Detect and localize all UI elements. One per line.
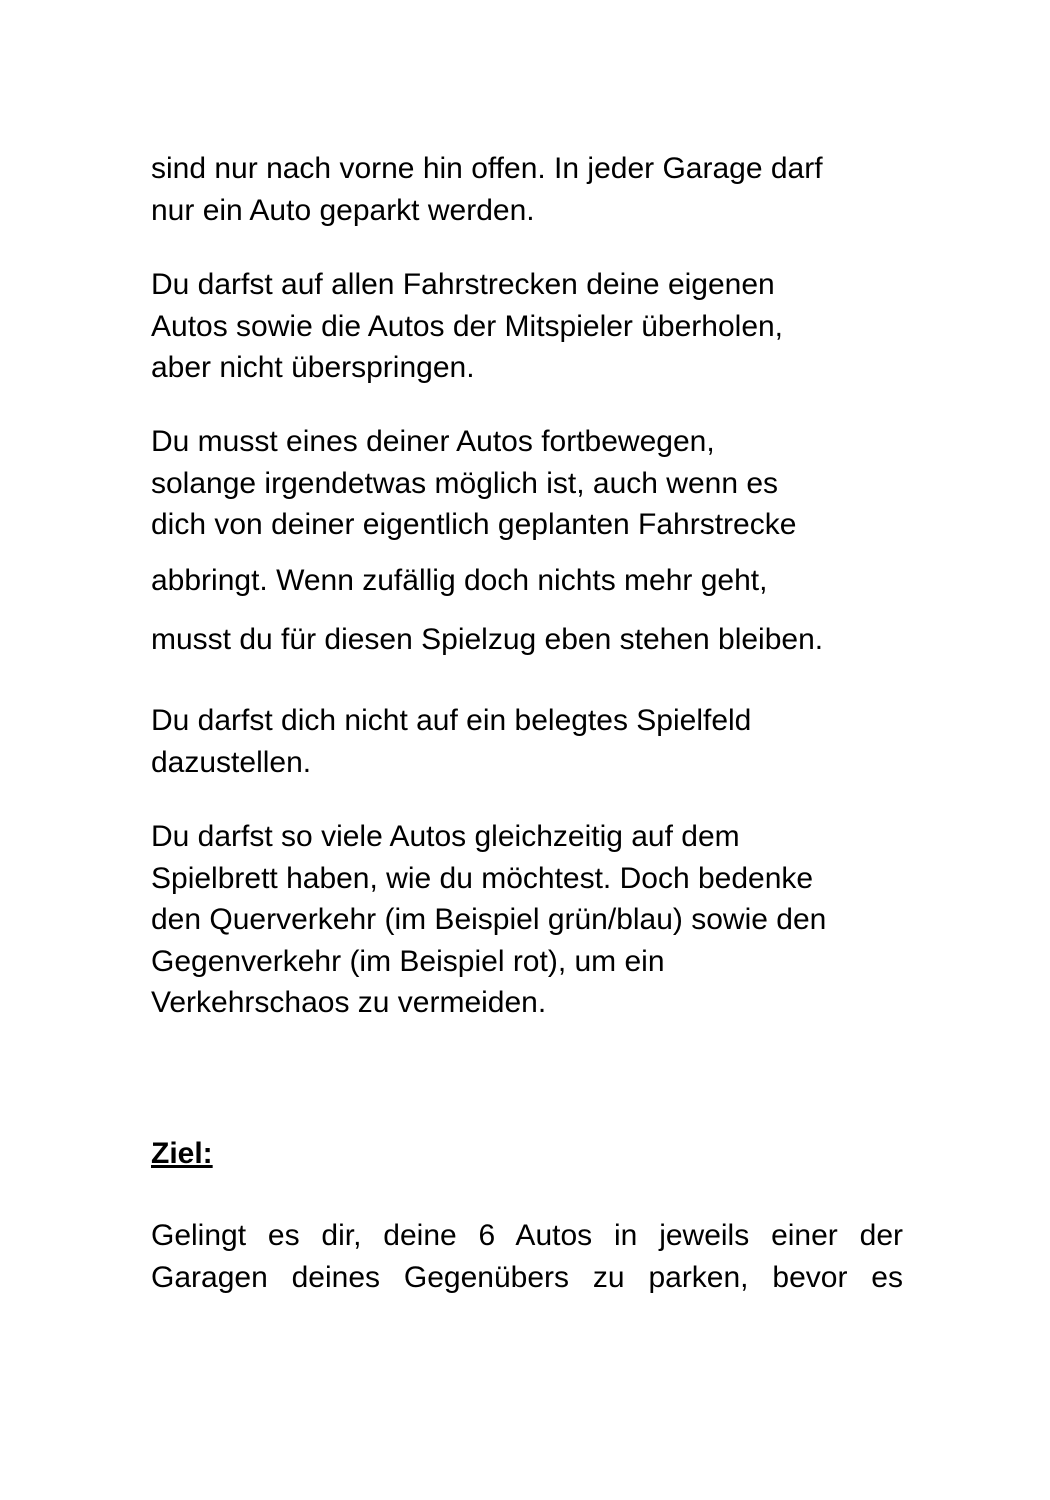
text-line: Du darfst so viele Autos gleichzeitig auf dem <box>151 820 740 853</box>
text-line: Du darfst auf allen Fahrstrecken deine eigenen <box>151 268 775 301</box>
paragraph-traffic-rules <box>151 816 903 1024</box>
text-line: dich von deiner eigentlich geplanten Fahrstrecke <box>151 508 797 541</box>
text-line: nur ein Auto geparkt werden. <box>151 193 535 227</box>
paragraph-movement-rules <box>151 421 903 661</box>
text-line: Du darfst dich nicht auf ein belegtes Spielfeld <box>151 704 752 737</box>
section-heading-goal: Ziel: <box>151 1137 213 1170</box>
text-line: Du musst eines deiner Autos fortbewegen, <box>151 425 715 458</box>
text-line: solange irgendetwas möglich ist, auch wenn es <box>151 466 779 500</box>
text-line: abbringt. Wenn zufällig doch nichts mehr geht, <box>151 563 768 597</box>
text-line: dazustellen. <box>151 745 312 779</box>
text-line: den Querverkehr (im Beispiel grün/blau) sowie den <box>151 903 827 936</box>
text-line: aber nicht überspringen. <box>151 351 475 384</box>
text-line: musst du für diesen Spielzug eben stehen bleiben. <box>151 623 824 656</box>
text-line: Garagen deines Gegenübers zu parken, bevor es <box>151 1260 903 1294</box>
text-line: sind nur nach vorne hin offen. In jeder Garage darf <box>151 152 823 185</box>
text-line: Verkehrschaos zu vermeiden. <box>151 986 547 1019</box>
text-line: Gegenverkehr (im Beispiel rot), um ein <box>151 944 665 978</box>
paragraph-overtaking-rules <box>151 264 903 389</box>
paragraph-goal <box>151 1215 903 1298</box>
paragraph-garage-rules <box>151 148 903 231</box>
paragraph-occupied-field-rules <box>151 700 903 783</box>
text-line: Autos sowie die Autos der Mitspieler überholen, <box>151 309 784 343</box>
text-line: Gelingt es dir, deine 6 Autos in jeweils einer der <box>151 1219 903 1252</box>
text-line: Spielbrett haben, wie du möchtest. Doch bedenke <box>151 861 814 895</box>
